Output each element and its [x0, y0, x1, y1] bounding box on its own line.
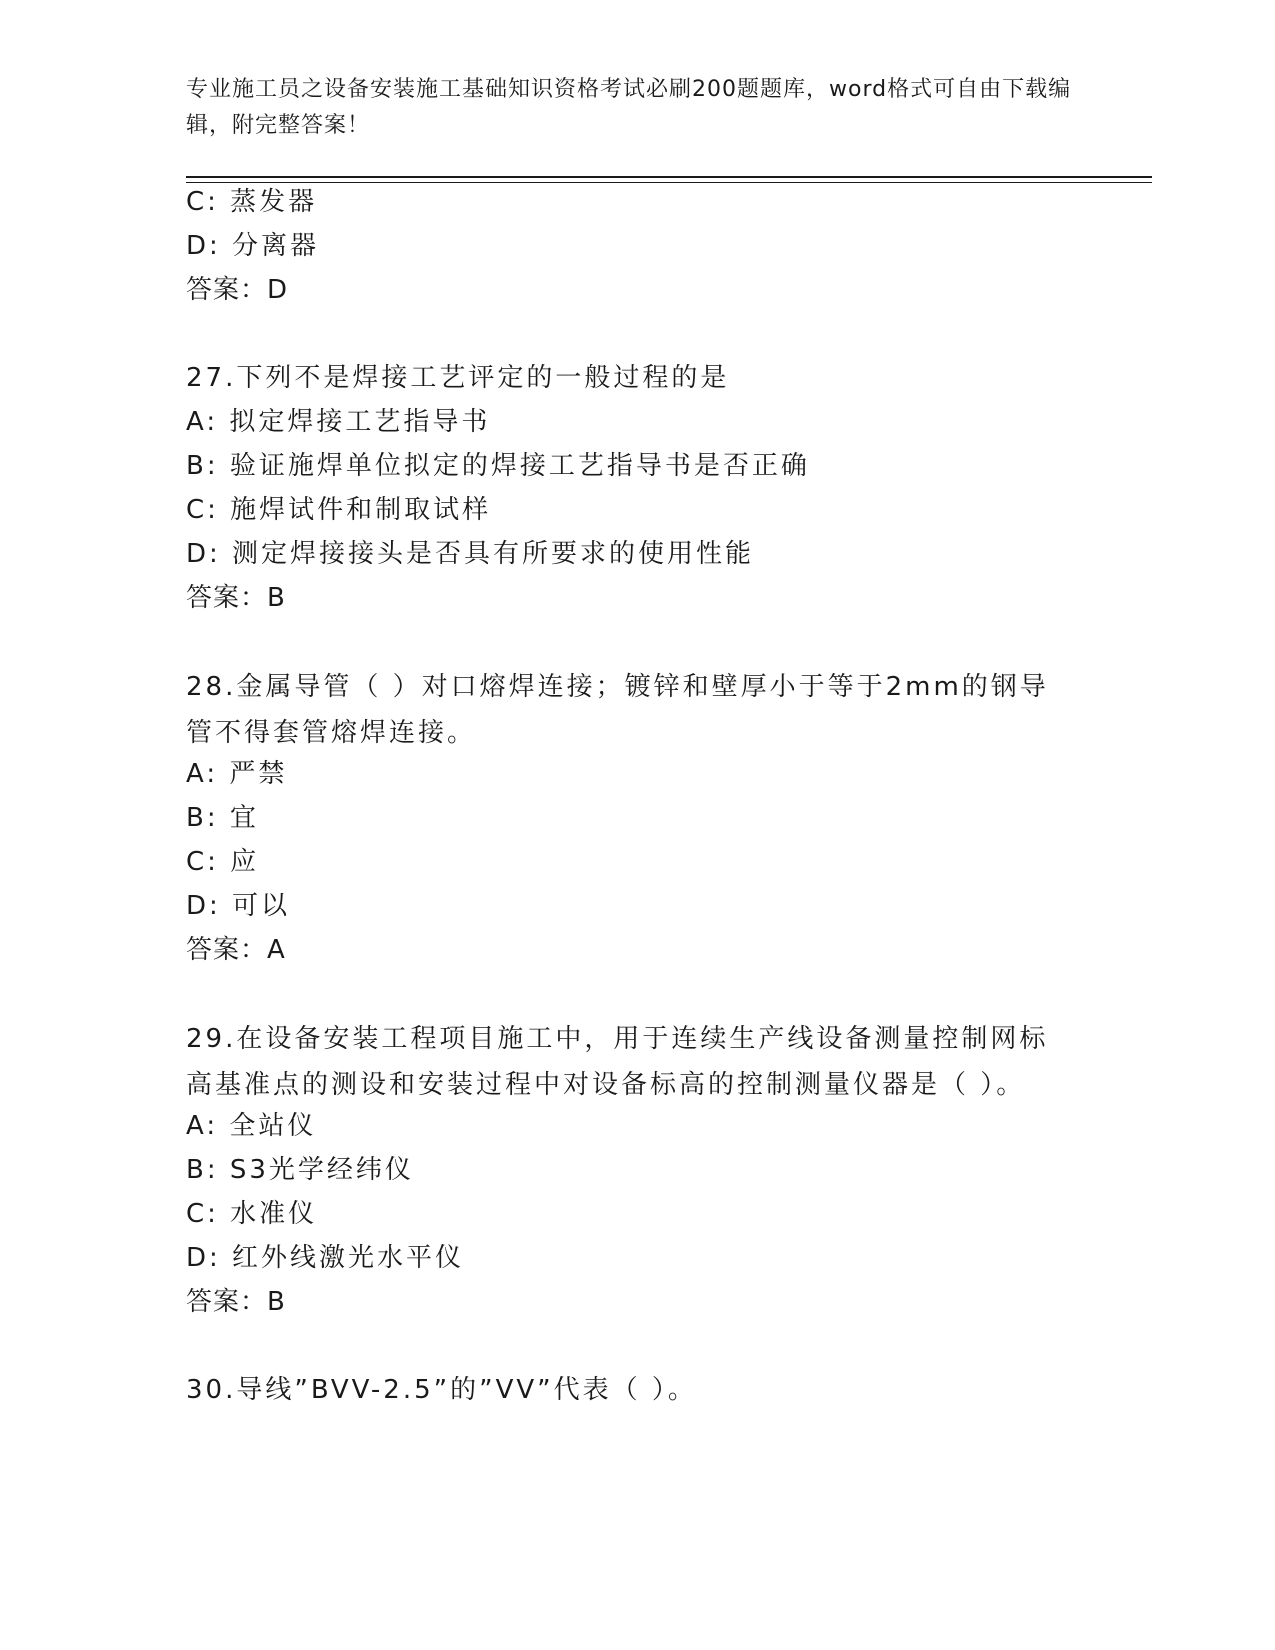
- q28-option-c: C: 应: [186, 847, 260, 877]
- q27-option-c: C: 施焊试件和制取试样: [186, 495, 492, 525]
- q28-option-a: A: 严禁: [186, 759, 288, 789]
- q29-option-a: A: 全站仪: [186, 1111, 317, 1141]
- q30-question: 30.导线”BVV-2.5”的”VV”代表（ ）。: [186, 1375, 697, 1405]
- q27-option-d: D: 测定焊接接头是否具有所要求的使用性能: [186, 539, 755, 569]
- q29-option-c: C: 水准仪: [186, 1199, 318, 1229]
- q27-question: 27.下列不是焊接工艺评定的一般过程的是: [186, 363, 730, 393]
- q27-option-b: B: 验证施焊单位拟定的焊接工艺指导书是否正确: [186, 451, 810, 481]
- q29-option-d: D: 红外线激光水平仪: [186, 1243, 465, 1273]
- header-rule-thick: [186, 176, 1152, 178]
- q28-option-d: D: 可以: [186, 891, 291, 921]
- document-header: 专业施工员之设备安装施工基础知识资格考试必刷200题题库，word格式可自由下载编辑，附完整答案！: [186, 77, 1072, 138]
- q29-answer: 答案：B: [186, 1287, 286, 1317]
- q27-option-a: A: 拟定焊接工艺指导书: [186, 407, 491, 437]
- q28-question: 28.金属导管（ ）对口熔焊连接；镀锌和壁厚小于等于2mm的钢导管不得套管熔焊连接。: [186, 672, 1049, 748]
- prev-answer: 答案：D: [186, 275, 289, 305]
- q29-option-b: B: S3光学经纬仪: [186, 1155, 414, 1185]
- q28-answer: 答案：A: [186, 935, 286, 965]
- prev-option-c: C: 蒸发器: [186, 187, 318, 217]
- q29-question: 29.在设备安装工程项目施工中，用于连续生产线设备测量控制网标高基准点的测设和安装过程中对设备标高的控制测量仪器是（ ）。: [186, 1024, 1049, 1100]
- q27-answer: 答案：B: [186, 583, 286, 613]
- prev-option-d: D: 分离器: [186, 231, 320, 261]
- q28-option-b: B: 宜: [186, 803, 259, 833]
